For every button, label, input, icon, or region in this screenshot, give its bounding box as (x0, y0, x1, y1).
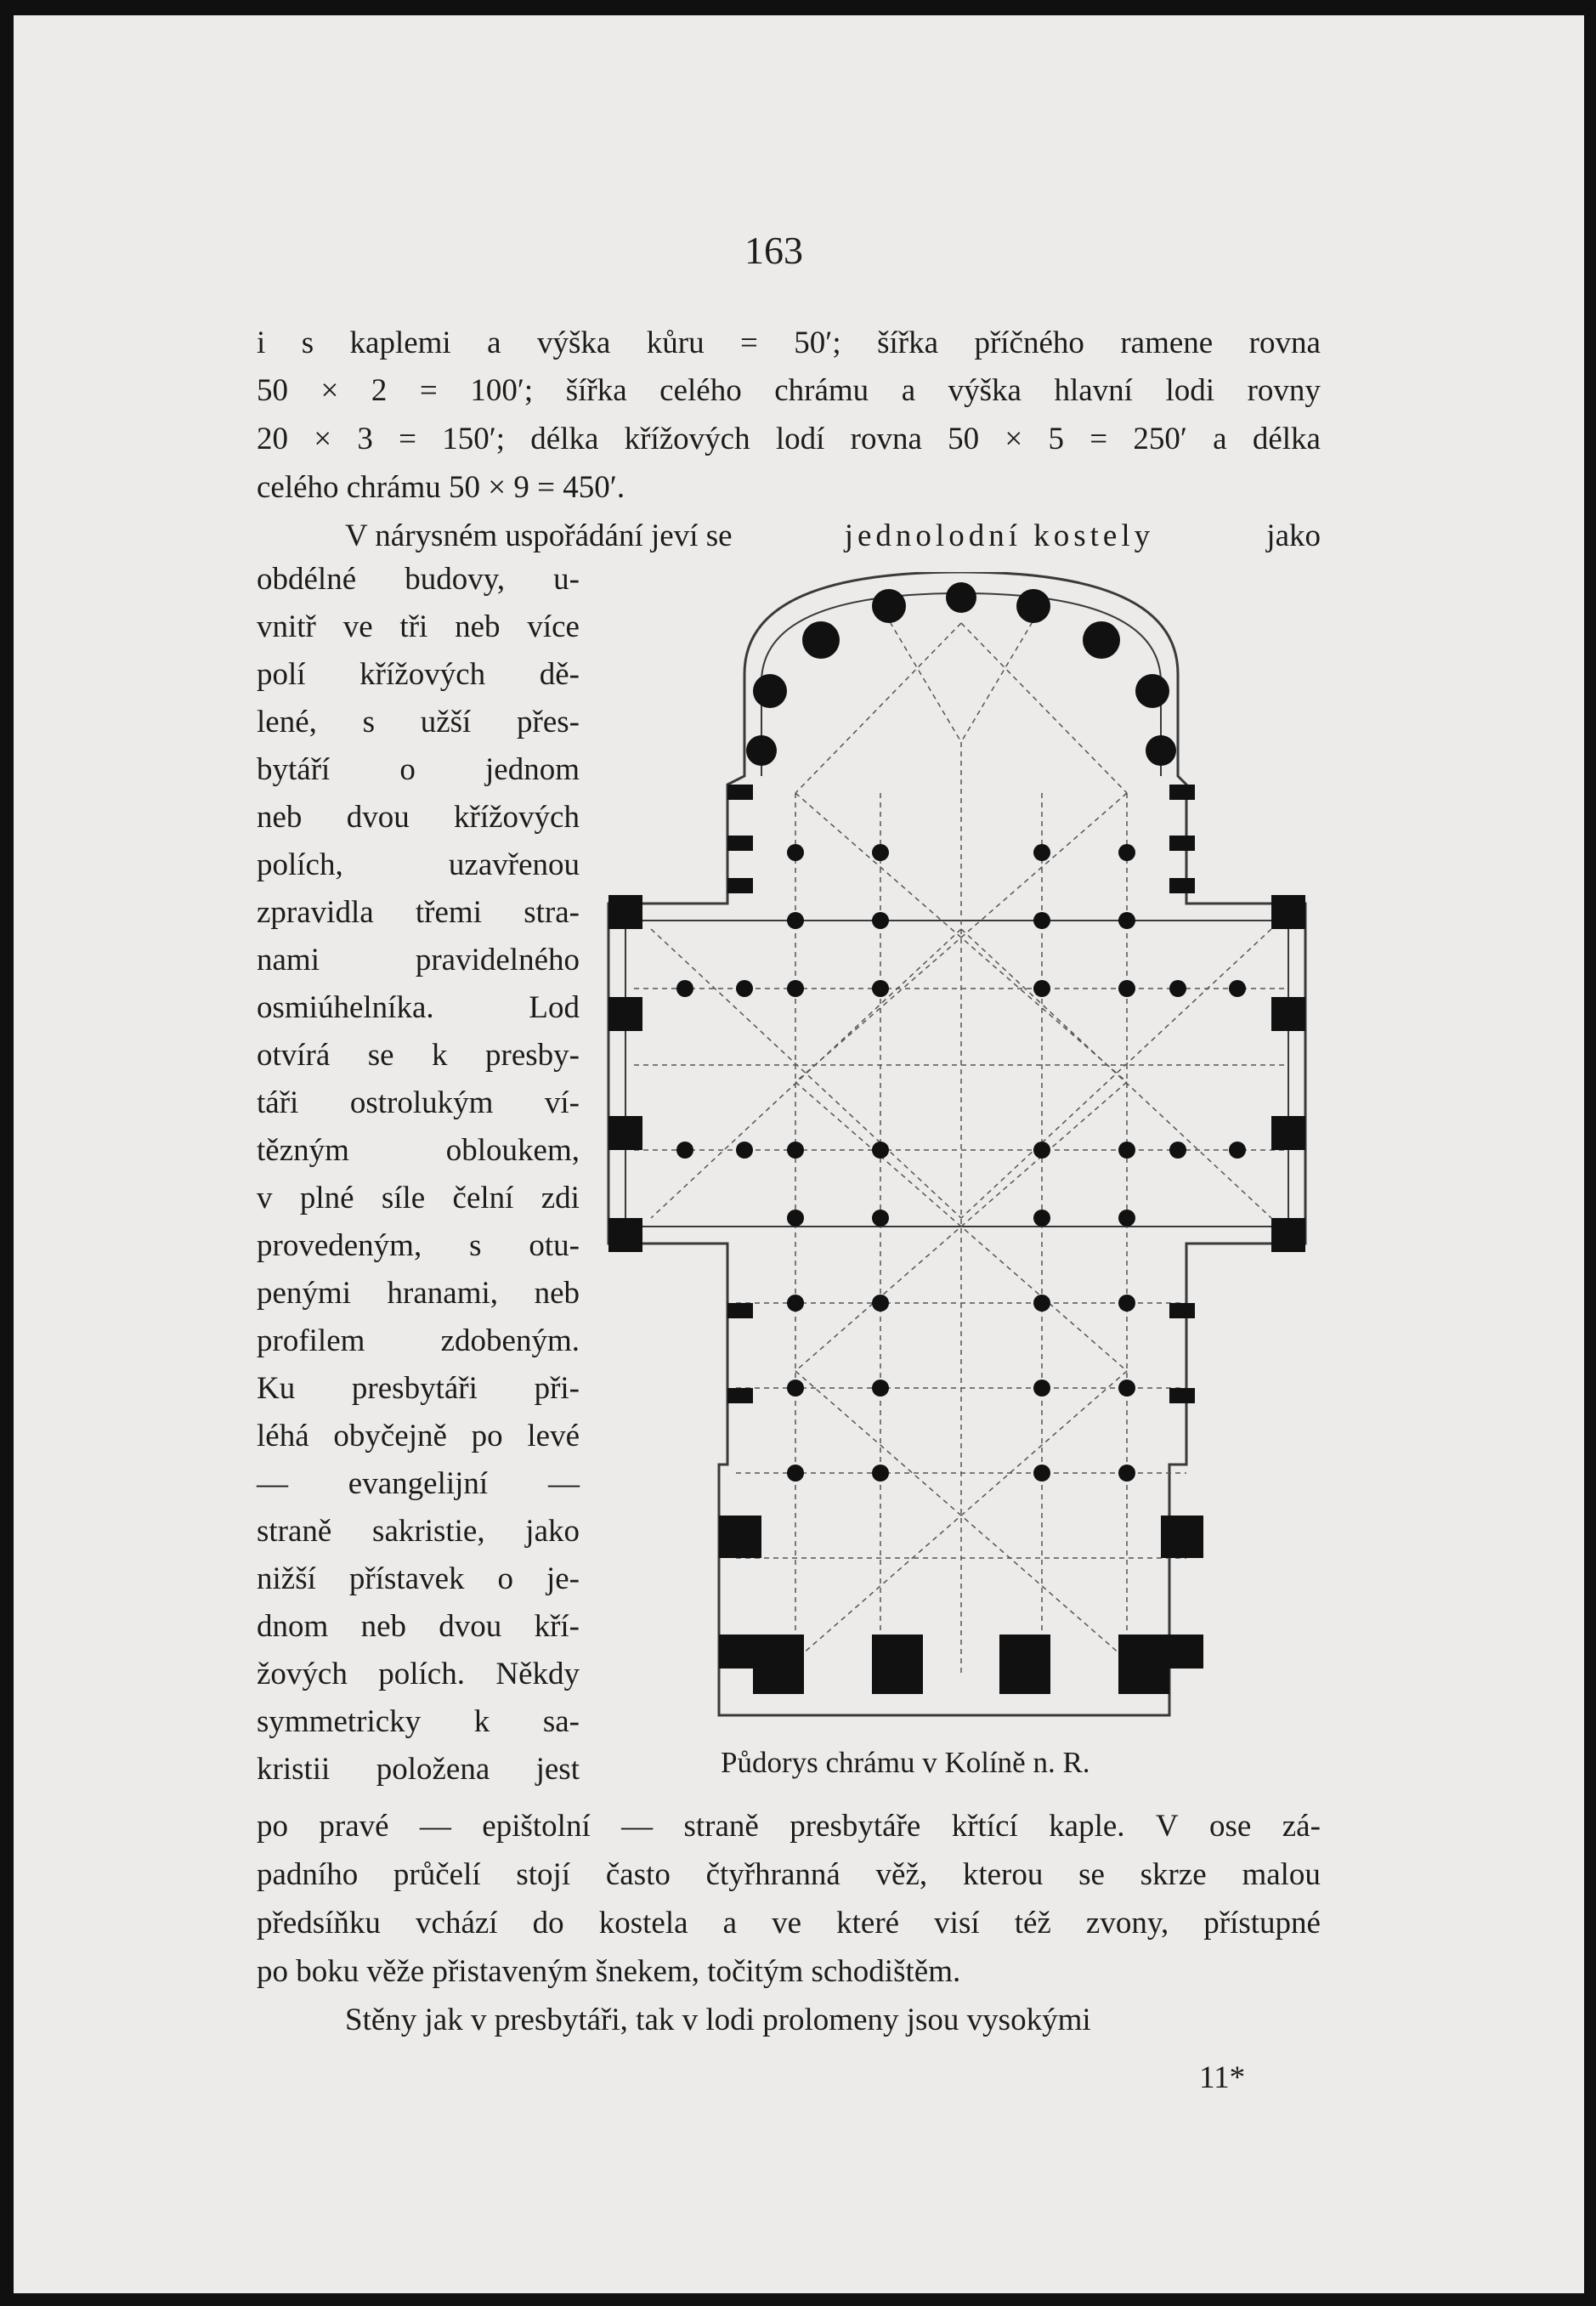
word: hranami, (387, 1276, 499, 1311)
para2-end: jako (1266, 518, 1321, 553)
word: ve (772, 1906, 802, 1941)
word: penými (257, 1276, 351, 1311)
word: ose (1209, 1809, 1252, 1844)
word: kaple. (1049, 1809, 1125, 1844)
word: rovna (1248, 326, 1321, 360)
text-line-3 (257, 423, 1321, 455)
word: s (362, 705, 375, 739)
word: obyčejně (333, 1419, 447, 1453)
word: 2 (371, 373, 388, 408)
word: obloukem, (445, 1133, 580, 1168)
side-line (257, 651, 580, 699)
para2-spaced-term: jednolodní kostely (844, 518, 1155, 553)
word: k (473, 1704, 490, 1739)
word: skrze (1140, 1857, 1207, 1892)
word: stra- (524, 895, 580, 930)
word: 50 (948, 422, 980, 456)
word: 250′ (1133, 422, 1187, 456)
word: i (257, 326, 266, 360)
word: levé (527, 1419, 580, 1453)
word: obdélné (257, 562, 357, 597)
word: rovna (850, 422, 922, 456)
word: průčelí (393, 1857, 481, 1892)
word: zá- (1282, 1809, 1321, 1844)
side-line (257, 1508, 580, 1555)
side-line (257, 1175, 580, 1222)
word: chrámu (774, 373, 869, 408)
text-line-bottom-1 (257, 1810, 1321, 1842)
word: více (527, 609, 580, 644)
word: provedeným, (257, 1228, 422, 1263)
word: jednom (485, 752, 580, 787)
church-floor-plan (600, 572, 1322, 1720)
page-number: 163 (744, 229, 803, 272)
word: V (1155, 1809, 1179, 1844)
word: přes- (517, 705, 580, 739)
word: v (257, 1181, 273, 1215)
word: 50′; (794, 326, 841, 360)
word: užší (420, 705, 472, 739)
word: ostrolukým (349, 1085, 494, 1120)
word: zdi (540, 1181, 580, 1215)
word: zpravidla (257, 895, 374, 930)
word: ve (342, 609, 373, 644)
word: věž, (875, 1857, 928, 1892)
word: 150′; (442, 422, 506, 456)
word: pravé (319, 1809, 389, 1844)
word: — (547, 1466, 580, 1501)
word: křížových (624, 422, 750, 456)
word: neb (360, 1609, 406, 1644)
side-line (257, 1079, 580, 1127)
paragraph-2-first-line (345, 520, 1321, 552)
word: Někdy (495, 1657, 580, 1691)
word: rovny (1247, 373, 1321, 408)
word: délka (1252, 422, 1321, 456)
word: šířka (877, 326, 939, 360)
word: do (532, 1906, 564, 1941)
word: zdobeným. (440, 1323, 580, 1358)
word: přístavek (348, 1561, 465, 1596)
plan-inner-outline (625, 593, 1288, 1227)
side-line (257, 889, 580, 937)
side-line (257, 1413, 580, 1460)
word: tězným (257, 1133, 349, 1168)
side-line (257, 1651, 580, 1698)
word: kůru (646, 326, 705, 360)
word: často (605, 1857, 671, 1892)
word: plné (299, 1181, 354, 1215)
word: příčného (974, 326, 1084, 360)
word: × (1005, 422, 1023, 456)
side-line (257, 1270, 580, 1317)
word: zvony, (1085, 1906, 1169, 1941)
word: žových (257, 1657, 348, 1691)
side-line (257, 1746, 580, 1793)
signature-mark: 11* (1199, 2060, 1246, 2095)
side-line (257, 841, 580, 889)
word: křížových (454, 800, 580, 835)
text-line-bottom-2 (257, 1859, 1321, 1890)
line-text: Stěny jak v presbytáři, tak v lodi prolomeny jsou vysokými (345, 2003, 1091, 2037)
word: čtyřhranná (705, 1857, 840, 1892)
word: 100′; (470, 373, 534, 408)
word: kostela (598, 1906, 688, 1941)
word: předsíňku (257, 1906, 381, 1941)
word: = (399, 422, 416, 456)
word: táři (257, 1085, 299, 1120)
word: straně (683, 1809, 759, 1844)
word: třemi (415, 895, 482, 930)
word: stojí (516, 1857, 571, 1892)
word: položena (376, 1752, 490, 1787)
word: presbytáři (351, 1371, 478, 1406)
word: jest (535, 1752, 580, 1787)
word: polích. (378, 1657, 465, 1691)
word: které (836, 1906, 900, 1941)
word: = (1089, 422, 1108, 456)
word: pravidelného (415, 943, 580, 977)
word: přístupné (1203, 1906, 1321, 1941)
word: otvírá (257, 1038, 331, 1073)
word: výška (948, 373, 1022, 408)
text-line-4 (257, 472, 625, 503)
side-line (257, 1127, 580, 1175)
buttresses (608, 582, 1305, 1694)
word: dě- (539, 657, 580, 692)
word: jako (525, 1514, 580, 1549)
word: malou (1242, 1857, 1321, 1892)
word: evangelijní (348, 1466, 489, 1501)
word: sakristie, (372, 1514, 485, 1549)
word: presbytáře (790, 1809, 921, 1844)
word: u- (553, 562, 580, 597)
word: dvou (346, 800, 410, 835)
word: s (469, 1228, 482, 1263)
word: a (1213, 422, 1227, 456)
word: křížových (359, 657, 486, 692)
word: polí (257, 657, 306, 692)
word: — (257, 1466, 288, 1501)
word: po (471, 1419, 503, 1453)
word: šířka (565, 373, 627, 408)
word: kří- (534, 1609, 580, 1644)
word: 50 (257, 373, 288, 408)
side-line (257, 1032, 580, 1079)
word: 5 (1048, 422, 1064, 456)
text-line-1 (257, 327, 1321, 359)
word: symmetricky (257, 1704, 422, 1739)
word: a (722, 1906, 738, 1941)
word: a (901, 373, 916, 408)
word: po (257, 1809, 288, 1844)
word: osmiúhelníka. (257, 990, 434, 1025)
word: kaplemi (349, 326, 451, 360)
word: tři (399, 609, 428, 644)
word: otu- (529, 1228, 580, 1263)
line-text: celého chrámu 50 × 9 = 450′. (257, 470, 625, 505)
word: je- (546, 1561, 580, 1596)
word: síle (381, 1181, 426, 1215)
side-line (257, 1555, 580, 1603)
word: — (419, 1809, 451, 1844)
word: výška (537, 326, 611, 360)
para2-start: V nárysném uspořádání jeví se (345, 518, 733, 553)
text-line-bottom-4 (257, 1956, 960, 1987)
word: — (621, 1809, 654, 1844)
word: délka (530, 422, 599, 456)
word: budovy, (405, 562, 506, 597)
word: nami (257, 943, 320, 977)
word: čelní (452, 1181, 514, 1215)
word: padního (257, 1857, 359, 1892)
word: lodí (775, 422, 825, 456)
word: křtící (951, 1809, 1018, 1844)
word: 3 (357, 422, 373, 456)
word: kterou (962, 1857, 1044, 1892)
word: lodi (1165, 373, 1215, 408)
word: dnom (257, 1609, 329, 1644)
word: se (367, 1038, 394, 1073)
side-line (257, 1603, 580, 1651)
side-line (257, 984, 580, 1032)
word: dvou (439, 1609, 502, 1644)
word: sa- (542, 1704, 580, 1739)
side-column (257, 556, 580, 1793)
word: 20 (257, 422, 288, 456)
word: neb (534, 1276, 580, 1311)
side-line (257, 937, 580, 984)
word: neb (257, 800, 303, 835)
side-line (257, 556, 580, 603)
word: × (320, 373, 339, 408)
side-line (257, 699, 580, 746)
side-line (257, 1460, 580, 1508)
word: k (432, 1038, 448, 1073)
word: hlavní (1054, 373, 1133, 408)
word: ví- (544, 1085, 580, 1120)
word: profilem (257, 1323, 365, 1358)
word: se (1078, 1857, 1105, 1892)
text-line-bottom-3 (257, 1907, 1321, 1939)
word: uzavřenou (448, 847, 580, 882)
word: ramene (1120, 326, 1214, 360)
word: visí (934, 1906, 980, 1941)
word: polích, (257, 847, 343, 882)
word: epištolní (482, 1809, 591, 1844)
word: lené, (257, 705, 317, 739)
word: s (301, 326, 314, 360)
side-line (257, 1698, 580, 1746)
word: nižší (257, 1561, 316, 1596)
side-line (257, 1222, 580, 1270)
word: Ku (257, 1371, 296, 1406)
side-line (257, 1365, 580, 1413)
word: léhá (257, 1419, 309, 1453)
side-line (257, 1317, 580, 1365)
book-page (14, 15, 1584, 2293)
side-line (257, 603, 580, 651)
word: též (1014, 1906, 1051, 1941)
word: straně (257, 1514, 332, 1549)
word: bytáří (257, 752, 331, 787)
word: celého (659, 373, 742, 408)
word: při- (534, 1371, 580, 1406)
word: kristii (257, 1752, 331, 1787)
word: vchází (416, 1906, 498, 1941)
word: o (399, 752, 416, 787)
text-line-2 (257, 375, 1321, 406)
text-line-bottom-5 (345, 2004, 1091, 2036)
word: Lod (529, 990, 580, 1025)
word: vnitř (257, 609, 316, 644)
figure-caption: Půdorys chrámu v Kolíně n. R. (721, 1746, 1090, 1779)
word: neb (455, 609, 501, 644)
word: = (740, 326, 758, 360)
side-line (257, 794, 580, 841)
line-text: po boku věže přistaveným šnekem, točitým schodištěm. (257, 1954, 961, 1989)
word: = (419, 373, 438, 408)
side-line (257, 746, 580, 794)
word: o (497, 1561, 513, 1596)
word: × (314, 422, 332, 456)
word: a (487, 326, 501, 360)
word: presby- (485, 1038, 580, 1073)
